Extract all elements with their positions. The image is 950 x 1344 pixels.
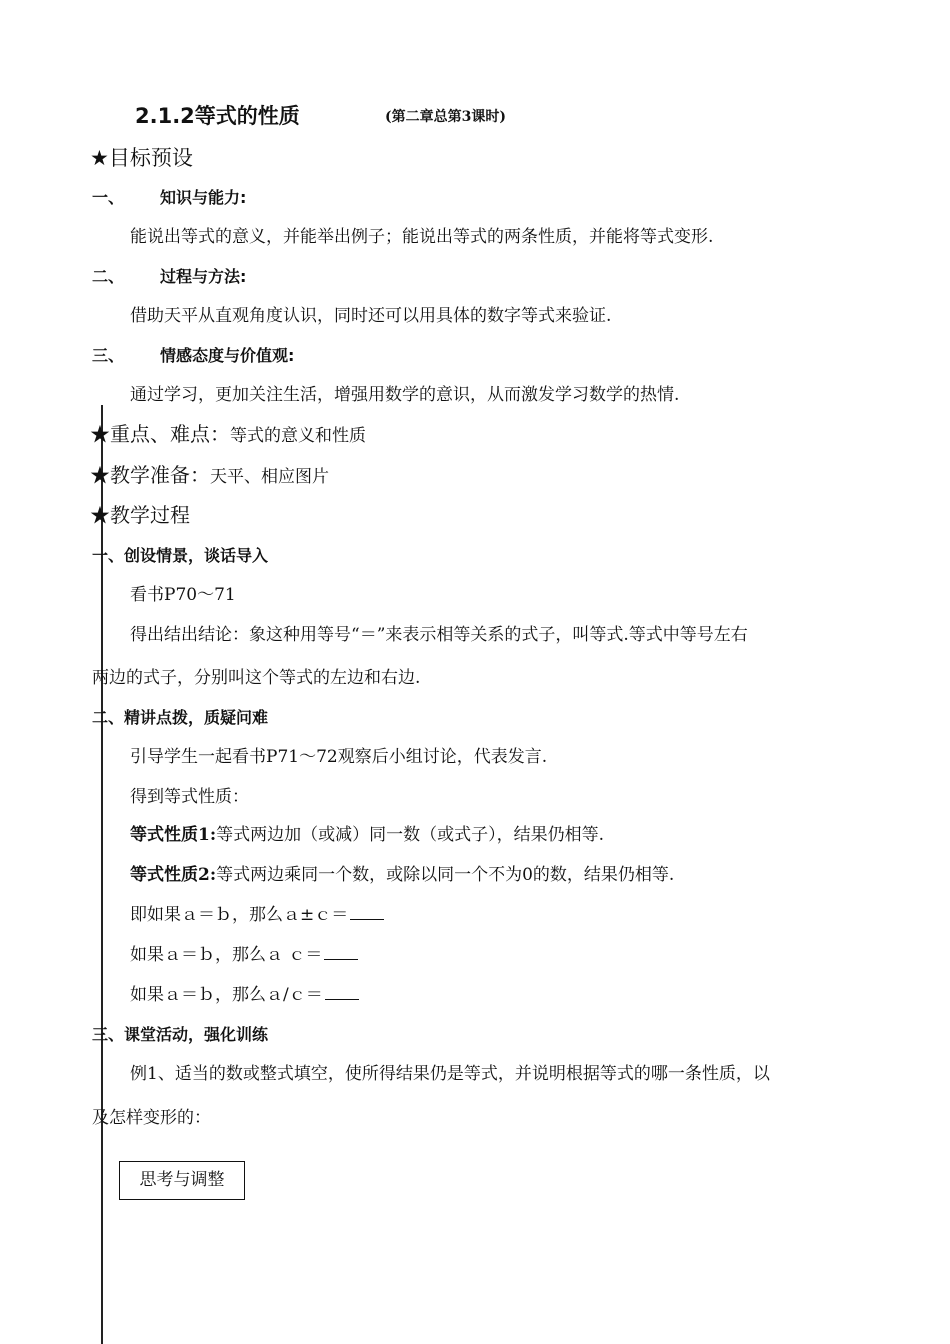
answer-blank-2[interactable]: [324, 944, 358, 960]
section-3-title: 三、课堂活动，强化训练: [92, 1025, 269, 1044]
goal-2-heading: [92, 264, 246, 287]
goal-1-num: 一、: [92, 188, 125, 207]
section-2-line-1: 引导学生一起看书P71～72观察后小组讨论，代表发言.: [130, 747, 548, 767]
property-1-text: 等式两边加（或减）同一数（或式子），结果仍相等.: [216, 825, 605, 845]
process-heading: ★教学过程: [90, 503, 190, 527]
key-points-heading: ★重点、难点：: [90, 422, 230, 446]
page-title: 2.1.2等式的性质: [135, 104, 300, 128]
section-1-line-2: 得出结出结论：象这种用等号“＝”来表示相等关系的式子，叫等式.等式中等号左右: [130, 625, 748, 645]
example-3: [130, 980, 359, 1005]
property-2-label: 等式性质2:: [130, 865, 217, 885]
lesson-subtitle: (第二章总第3课时): [385, 109, 506, 125]
goal-2-text: 借助天平从直观角度认识，同时还可以用具体的数字等式来验证.: [130, 306, 612, 326]
goal-3-label: 情感态度与价值观:: [160, 346, 295, 365]
section-3-line-1: 例1、适当的数或整式填空，使所得结果仍是等式，并说明根据等式的哪一条性质，以: [130, 1064, 770, 1084]
goal-3-heading: [92, 343, 294, 366]
example-1-text: 即如果ａ＝ｂ，那么ａ±ｃ＝: [130, 905, 349, 925]
property-2: [130, 860, 674, 885]
preparation: [90, 459, 329, 488]
key-points: [90, 418, 366, 447]
key-points-text: 等式的意义和性质: [230, 426, 366, 446]
preparation-text: 天平、相应图片: [210, 467, 329, 487]
example-2-text: 如果ａ＝ｂ，那么ａ ｃ＝: [130, 945, 323, 965]
preparation-heading: ★教学准备：: [90, 463, 210, 487]
section-2-line-2: 得到等式性质：: [130, 787, 249, 807]
goal-3-text: 通过学习，更加关注生活，增强用数学的意识，从而激发学习数学的热情.: [130, 385, 680, 405]
section-1-title: 一、创设情景，谈话导入: [92, 546, 269, 565]
answer-blank-1[interactable]: [350, 904, 384, 920]
goal-1-text: 能说出等式的意义，并能举出例子；能说出等式的两条性质，并能将等式变形.: [130, 227, 714, 247]
goals-heading: ★目标预设: [90, 146, 193, 170]
goal-1-heading: [92, 185, 246, 208]
answer-blank-3[interactable]: [325, 984, 359, 1000]
section-1-line-3: 两边的式子，分别叫这个等式的左边和右边.: [92, 668, 421, 688]
property-2-text: 等式两边乘同一个数，或除以同一个不为0的数，结果仍相等.: [216, 865, 675, 885]
section-3-line-2: 及怎样变形的：: [92, 1108, 211, 1128]
reflection-box: 思考与调整: [119, 1161, 245, 1200]
goal-2-label: 过程与方法:: [160, 267, 247, 286]
section-2-title: 二、精讲点拨，质疑问难: [92, 708, 269, 727]
example-3-text: 如果ａ＝ｂ，那么ａ/ｃ＝: [130, 985, 323, 1005]
example-1: [130, 900, 384, 925]
goal-3-num: 三、: [92, 346, 125, 365]
property-1: [130, 820, 604, 845]
goal-2-num: 二、: [92, 267, 125, 286]
property-1-label: 等式性质1:: [130, 825, 217, 845]
example-2: [130, 940, 358, 965]
goal-1-label: 知识与能力:: [160, 188, 247, 207]
section-1-line-1: 看书P70～71: [130, 585, 236, 605]
